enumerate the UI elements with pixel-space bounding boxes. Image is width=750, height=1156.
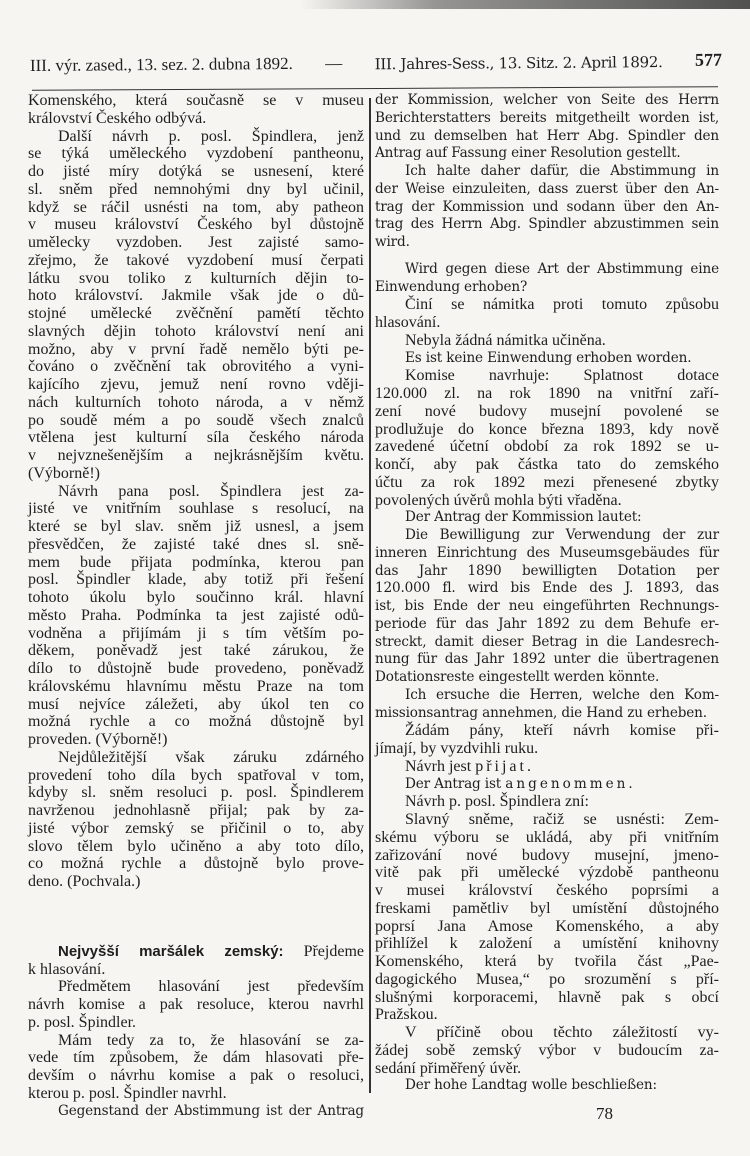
text-line <box>375 722 719 740</box>
text-line <box>375 1024 719 1042</box>
text-line <box>28 92 364 110</box>
line-text: vitě pak při umělecké výzdobě pantheonu <box>375 864 719 882</box>
text-line <box>28 518 364 536</box>
line-text: Die Bewilligung zur Verwendung der zur <box>405 527 719 543</box>
line-text: kajícího zjevu, jemuž není rovno vději- <box>28 376 364 393</box>
text-line <box>28 1085 364 1103</box>
text-line <box>375 847 719 865</box>
line-text: freskami pamětliv byl umístění důstojného <box>375 899 719 917</box>
line-text: zřejmo, že takové vyzdobení musí čerpati <box>28 251 364 269</box>
line-text: slušnými korporacemi, hlavně pak s obcí <box>375 988 719 1006</box>
line-text: Ich halte daher dafür, die Abstimmung in <box>405 163 719 179</box>
paragraph <box>28 1103 364 1121</box>
text-line <box>375 953 719 971</box>
text-line <box>375 367 719 385</box>
text-line <box>375 216 719 234</box>
text-line <box>375 811 719 829</box>
line-text: deno. (Pochvala.) <box>28 873 141 890</box>
paragraph <box>28 483 364 749</box>
line-text: wird. <box>375 234 410 250</box>
line-text: streckt, damit dieser Betrag in die Landesrech- <box>375 633 719 650</box>
spaced-emphasis: přijat <box>475 757 527 775</box>
text-line <box>28 1032 364 1050</box>
line-text: der Weise einzuleiten, dass zuerst über den An- <box>375 180 719 197</box>
paragraph <box>375 509 719 527</box>
paragraph <box>375 793 719 811</box>
text-line <box>28 1014 364 1032</box>
left-column <box>28 92 364 1120</box>
line-text: k hlasování. <box>28 960 106 978</box>
paragraph <box>375 350 719 368</box>
text-line <box>375 598 719 616</box>
line-text: Dotationsreste eingestellt werden könnte. <box>375 669 660 685</box>
line-text: po soudě mém a po soudě všech znalců <box>28 411 364 429</box>
text-line <box>28 589 364 607</box>
text-line <box>28 145 364 163</box>
header-rule <box>32 86 718 91</box>
paragraph <box>28 128 364 483</box>
line-text: provedení toho díla bych spatřoval v tom, <box>28 766 364 784</box>
line-text: přihlížel k založení a umístění knihovny <box>375 935 719 953</box>
line-text: Einwendung erhoben? <box>375 278 528 295</box>
line-text: sedání přiměřený úvěr. <box>375 1059 522 1077</box>
text-line <box>375 527 719 545</box>
paragraph <box>375 776 719 794</box>
line-text: p. posl. Špindler. <box>28 1013 137 1031</box>
text-line <box>28 376 364 394</box>
line-text: do jisté míry dotýká se usnesení, které <box>28 163 364 180</box>
paragraph <box>375 367 719 509</box>
line-text: žádej sobě zemský výbor v budoucím za- <box>375 1041 719 1059</box>
header-dash: — <box>325 53 343 73</box>
line-text: vede tím způsobem, že dám hlasovati pře- <box>28 1049 364 1067</box>
text-line <box>375 474 719 492</box>
line-text: poprsí Jana Amose Komenského, a aby <box>375 917 719 935</box>
line-text: Der Antrag ist <box>405 775 506 792</box>
line-text: missionsantrag annehmen, die Hand zu erheben. <box>375 704 707 721</box>
line-text: navrženou jednohlasně přijal; pak by za- <box>28 802 364 819</box>
text-line <box>28 749 364 767</box>
text-line <box>28 252 364 270</box>
line-text: končí, aby pak částka tato do zemského <box>375 456 719 473</box>
line-text: město Praha. Podmínka ta jest zajisté odů- <box>28 606 364 624</box>
line-text: zavedené účetní období za rok 1892 se u- <box>375 438 719 456</box>
line-text: přesvědčen, že zajisté také dnes sl. sně- <box>28 535 364 553</box>
line-text: zařizování nové budovy musejní, jmeno- <box>375 846 719 864</box>
line-text: Ich ersuche die Herren, welche den Kom- <box>405 686 719 703</box>
line-text: královskému hlavnímu městu Praze na tom <box>28 677 364 695</box>
line-text: proveden. (Výborně!) <box>28 731 168 748</box>
line-text: (Výborně!) <box>28 464 100 482</box>
speaker-name: Nejvyšší maršálek zemský: <box>58 942 284 960</box>
text-line <box>375 882 719 900</box>
line-text: stojné umělecké zvěčnění pamětí těchto <box>28 305 364 322</box>
text-line <box>375 829 719 847</box>
paragraph <box>28 749 364 891</box>
line-text: Žádám pány, kteří návrh komise při- <box>405 722 719 740</box>
line-text: und zu demselben hat Herr Abg. Spindler den <box>375 127 719 144</box>
line-text: možno, aby v první řadě nemělo býti pe- <box>28 340 364 358</box>
text-line <box>28 394 364 412</box>
line-text: účtu za rok 1892 mezi přenesené zbytky <box>375 473 719 491</box>
line-text: hoto království. Jakmile však jde o dů- <box>28 287 364 305</box>
text-line <box>28 961 364 979</box>
text-line <box>375 1060 719 1078</box>
line-text: dílo to důstojně bude provedeno, poněvadž <box>28 660 364 677</box>
text-line <box>28 234 364 252</box>
line-text: slovo tělem bylo učiněno a aby toto dílo, <box>28 837 364 855</box>
line-text: das Jahr 1890 bewilligten Dotation per <box>375 562 719 579</box>
text-line <box>375 199 719 217</box>
line-text: slavných dějin tohoto království není ani <box>28 322 364 340</box>
text-line <box>375 234 719 252</box>
text-line <box>375 314 719 332</box>
text-line <box>28 163 364 181</box>
text-line <box>28 767 364 785</box>
line-text: jímají, by vyzdvihli ruku. <box>375 740 539 757</box>
text-line <box>28 500 364 518</box>
text-line <box>28 270 364 288</box>
line-text: Návrh p. posl. Špindlera zní: <box>405 793 589 811</box>
text-line <box>28 855 364 873</box>
line-text: Der hohe Landtag wolle beschließen: <box>405 1077 657 1094</box>
text-line <box>375 1042 719 1060</box>
text-line <box>375 900 719 918</box>
line-text: Přejdeme <box>283 942 364 960</box>
paragraph <box>375 163 719 252</box>
text-line <box>375 296 719 314</box>
line-text: co možná rychle a důstojně bylo prove- <box>28 855 364 873</box>
line-text: kterou p. posl. Špindler navrhl. <box>28 1084 227 1102</box>
text-line <box>28 642 364 660</box>
text-line <box>375 1077 719 1095</box>
column-divider <box>369 98 371 1093</box>
line-text: ist, bis Ende der neu eingeführten Rechnungs- <box>375 598 719 614</box>
text-line <box>375 385 719 403</box>
text-line <box>375 864 719 882</box>
text-line <box>28 412 364 430</box>
text-line <box>375 669 719 687</box>
line-text: v nejvznešenějším a nejkrásnějším květu. <box>28 447 364 464</box>
text-line <box>375 634 719 652</box>
text-line <box>28 996 364 1014</box>
text-line <box>375 687 719 705</box>
line-tail: . <box>526 757 531 775</box>
text-line <box>375 421 719 439</box>
text-line <box>375 332 719 350</box>
text-line <box>28 943 364 961</box>
line-text: zení nové budovy musejní povolené se <box>375 402 719 420</box>
line-text: Návrh jest <box>405 757 476 775</box>
text-line <box>375 1006 719 1024</box>
text-line <box>28 696 364 714</box>
text-line <box>28 199 364 217</box>
text-line <box>375 776 719 794</box>
text-line <box>375 456 719 474</box>
spaced-emphasis: angenommen <box>505 775 629 792</box>
text-line <box>28 465 364 483</box>
text-line <box>375 651 719 669</box>
line-text: Berichterstatters bereits mitgetheilt worden ist, <box>375 109 719 126</box>
text-line <box>28 1049 364 1067</box>
line-text: Mám tedy za to, že hlasování se za- <box>58 1031 364 1049</box>
paragraph <box>375 261 719 297</box>
text-line <box>28 820 364 838</box>
line-text: Der Antrag der Kommission lautet: <box>405 509 642 526</box>
paragraph <box>375 758 719 776</box>
text-line <box>28 660 364 678</box>
text-line <box>28 447 364 465</box>
paragraph <box>375 811 719 1024</box>
line-text: se týká uměleckého vyzdobení pantheonu, <box>28 145 364 163</box>
line-text: umělecky vyzdoben. Jest zajisté samo- <box>28 234 364 251</box>
right-column <box>375 92 719 1095</box>
line-text: posl. Špindler klade, aby totiž při řešení <box>28 571 364 589</box>
line-text: der Kommission, welcher von Seite des Herrn <box>375 92 719 108</box>
text-line <box>28 678 364 696</box>
text-line <box>28 978 364 996</box>
text-line <box>28 536 364 554</box>
text-line <box>28 181 364 199</box>
scan-edge-shadow <box>300 0 750 9</box>
line-text: prodlužuje do konce března 1893, kdy nově <box>375 420 719 438</box>
text-line <box>28 802 364 820</box>
line-text: návrh komise a pak resoluce, kterou navrhl <box>28 996 364 1013</box>
line-text: Pražskou. <box>375 1006 438 1024</box>
line-text: látku svou toliko z kulturních dějin to- <box>28 269 364 287</box>
text-line <box>28 731 364 749</box>
paragraph <box>375 1077 719 1095</box>
line-text: Wird gegen diese Art der Abstimmung eine <box>405 260 719 277</box>
text-line <box>28 128 364 146</box>
line-text: Komenského, která současně se v museu <box>28 92 364 109</box>
paragraph <box>375 332 719 350</box>
text-line <box>375 350 719 368</box>
text-line <box>375 403 719 421</box>
paragraph <box>375 527 719 687</box>
line-text: inneren Einrichtung des Museumsgebäudes für <box>375 544 719 561</box>
text-line <box>28 341 364 359</box>
text-line <box>375 935 719 953</box>
line-text: tohoto úkolu bylo součinno král. hlavní <box>28 589 364 606</box>
line-text: vtělena jest kulturní síla českého národa <box>28 429 364 447</box>
line-text: které se byl slav. sněm již usnesl, a jsem <box>28 518 364 535</box>
line-text: musí nejvíce záležeti, aby úkol ten co <box>28 695 364 713</box>
line-text: v musei království českého poprsími a <box>375 882 719 899</box>
line-text: Es ist keine Einwendung erhoben worden. <box>405 349 692 366</box>
text-line <box>375 989 719 1007</box>
line-text: Komise navrhuje: Splatnost dotace <box>405 367 719 385</box>
line-text: Činí se námitka proti tomuto způsobu <box>405 296 719 314</box>
text-line <box>28 838 364 856</box>
paragraph <box>375 1024 719 1077</box>
line-text: periode für das Jahr 1892 zu dem Behufe er- <box>375 615 719 632</box>
text-line <box>375 492 719 510</box>
text-line <box>28 554 364 572</box>
paragraph <box>375 92 719 163</box>
text-line <box>28 784 364 802</box>
text-line <box>375 545 719 563</box>
line-text: království Českého odbývá. <box>28 109 207 127</box>
line-text: 120.000 fl. wird bis Ende des J. 1893, das <box>375 580 719 597</box>
line-text: Gegenstand der Abstimmung ist der Antrag <box>58 1102 364 1119</box>
line-text: sl. sněm před nemnohými dny byl učinil, <box>28 180 364 198</box>
line-text: trag der Kommission und sodann über den An- <box>375 198 719 215</box>
text-line <box>28 1067 364 1085</box>
text-line <box>28 429 364 447</box>
paragraph <box>375 687 719 723</box>
text-line <box>375 705 719 723</box>
text-line <box>28 323 364 341</box>
text-line <box>375 128 719 146</box>
line-text: mem bude přijata podmínka, kterou pan <box>28 553 364 571</box>
text-line <box>375 509 719 527</box>
paragraph <box>28 978 364 1031</box>
text-line <box>28 625 364 643</box>
text-line <box>375 438 719 456</box>
line-text: Předmětem hlasování jest především <box>58 978 364 996</box>
line-text: skému výboru se ukládá, aby při vnitřním <box>375 828 719 846</box>
text-line <box>375 616 719 634</box>
text-line <box>28 607 364 625</box>
header-czech: III. výr. zased., 13. sez. 2. dubna 1892. <box>29 53 293 76</box>
line-text: nung für das Jahr 1892 unter die übertragenen <box>375 651 719 668</box>
paragraph <box>28 92 364 128</box>
text-line <box>375 563 719 581</box>
line-text: nách kulturních tohoto národa, a v němž <box>28 393 364 411</box>
line-text: Komenského, která by tvořila část „Pae- <box>375 953 719 970</box>
line-text: Slavný sněme, račiž se usnésti: Zem- <box>405 811 719 828</box>
line-text: Další návrh p. posl. Špindlera, jenž <box>58 127 364 145</box>
text-line <box>375 918 719 936</box>
text-line <box>28 1103 364 1121</box>
text-line <box>375 110 719 128</box>
line-text: když se ráčil usnésti na tom, aby patheon <box>28 198 364 216</box>
line-tail: . <box>628 775 633 792</box>
text-line <box>375 279 719 297</box>
text-line <box>28 571 364 589</box>
text-line <box>28 483 364 501</box>
line-text: vodněna a přijímám ji s tím větším po- <box>28 624 364 642</box>
text-line <box>375 92 719 110</box>
paragraph <box>28 1032 364 1103</box>
paragraph <box>28 943 364 979</box>
line-text: čováno o zvěčnění tak obrovitého a vyni- <box>28 358 364 376</box>
line-text: dagogického Musea,“ po srozumění s pří- <box>375 970 719 988</box>
text-line <box>375 181 719 199</box>
text-line <box>28 873 364 891</box>
line-text: devším o návrhu komise a pak o resoluci, <box>28 1067 364 1084</box>
line-text: jisté výbor zemský se přičinil o to, aby <box>28 819 364 837</box>
line-text: V příčině obou těchto záležitostí vy- <box>405 1024 719 1041</box>
line-text: v museu království Českého byl důstojně <box>28 216 364 234</box>
page-number: 577 <box>694 49 722 70</box>
paragraph <box>375 722 719 758</box>
text-line <box>28 287 364 305</box>
line-text: děkem, poněvadž jest také zárukou, že <box>28 642 364 660</box>
line-text: trag des Herrn Abg. Spindler abzustimmen sein <box>375 216 719 233</box>
text-line <box>28 305 364 323</box>
text-line <box>375 580 719 598</box>
text-line <box>28 216 364 234</box>
text-line <box>375 793 719 811</box>
text-line <box>28 110 364 128</box>
text-line <box>375 261 719 279</box>
line-text: hlasování. <box>375 314 441 331</box>
signature-mark: 78 <box>596 1104 613 1123</box>
line-text: možná rychle a co možná důstojně byl <box>28 713 364 731</box>
text-line <box>375 971 719 989</box>
text-line <box>28 713 364 731</box>
text-line <box>375 740 719 758</box>
line-text: povolených úvěrů mohla býti vřaděna. <box>375 491 622 509</box>
text-line <box>28 358 364 376</box>
running-header <box>30 47 722 76</box>
paragraph <box>375 296 719 332</box>
line-text: Antrag auf Fassung einer Resolution gestellt. <box>375 145 681 162</box>
text-line <box>375 758 719 776</box>
text-line <box>375 163 719 181</box>
line-text: jisté ve vnitřním souhlase s resolucí, na <box>28 500 364 518</box>
line-text: Nejdůležitější však záruku zdárného <box>58 748 364 766</box>
line-text: Návrh pana posl. Špindlera jest za- <box>58 482 364 500</box>
line-text: 120.000 zl. na rok 1890 na vnitřní zaří- <box>375 385 719 402</box>
line-text: kdyby sl. sněm resoluci p. posl. Špindlerem <box>28 784 364 802</box>
line-text: Nebyla žádná námitka učiněna. <box>405 331 606 349</box>
text-line <box>375 145 719 163</box>
header-german: III. Jahres-Sess., 13. Sitz. 2. April 1892. <box>374 53 663 74</box>
